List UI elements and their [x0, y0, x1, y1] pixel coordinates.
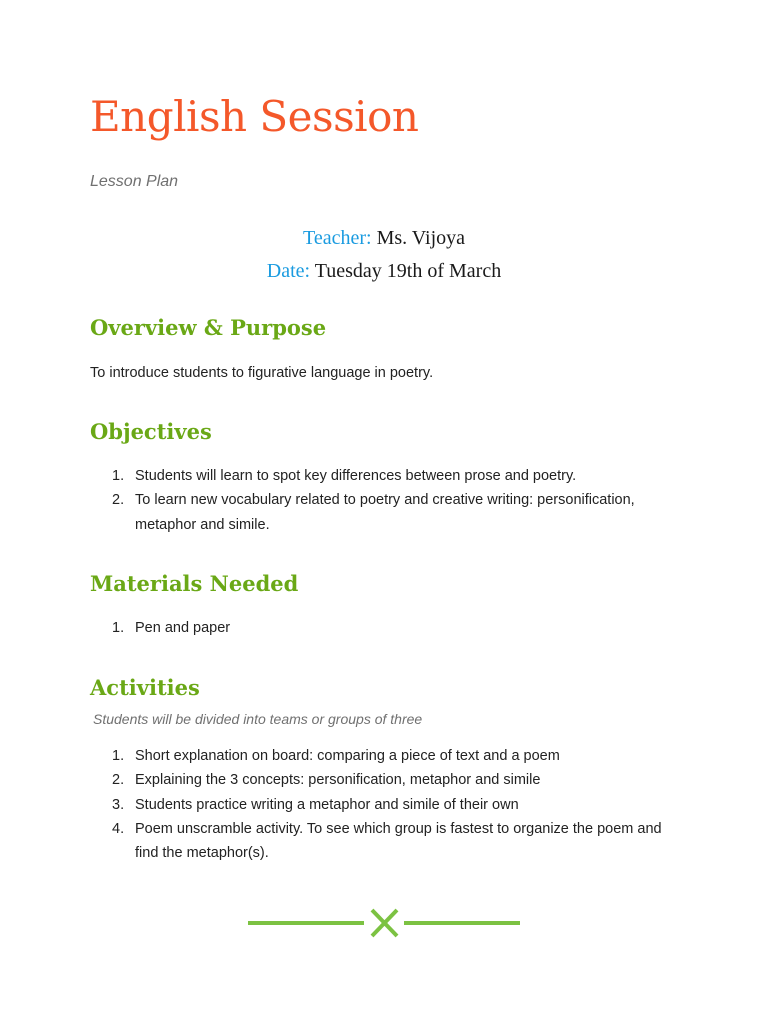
activities-list	[90, 744, 670, 865]
objectives-list	[90, 464, 670, 537]
date-label: Date:	[266, 260, 311, 282]
decorative-divider	[248, 905, 520, 941]
activities-heading: Activities	[90, 675, 200, 700]
list-item: 1. Pen and paper	[112, 620, 231, 636]
date-line	[0, 260, 768, 283]
cross-icon	[372, 910, 397, 936]
document-title: English Session	[90, 92, 419, 141]
objectives-heading: Objectives	[90, 419, 212, 444]
teacher-line: Teacher: Ms. Vijoya	[303, 227, 465, 249]
teacher-value: Ms. Vijoya	[376, 227, 465, 249]
date-value: Tuesday 19th of March	[314, 260, 502, 282]
overview-heading: Overview & Purpose	[90, 315, 327, 340]
materials-heading: Materials Needed	[90, 571, 299, 596]
materials-list	[90, 616, 670, 640]
activities-note: Students will be divided into teams or groups of three	[93, 711, 423, 727]
list-item: 2. To learn new vocabulary related to poetry and creative writing: personification, metaphor and simile.	[112, 492, 635, 533]
list-item: 2. Explaining the 3 concepts: personification, metaphor and simile	[112, 772, 541, 789]
list-item: 1. Short explanation on board: comparing a piece of text and a poem	[112, 748, 560, 764]
overview-text: To introduce students to figurative language in poetry.	[90, 365, 434, 381]
teacher-label: Teacher	[303, 227, 366, 249]
document-subtitle: Lesson Plan	[90, 173, 179, 190]
list-item: 4. Poem unscramble activity. To see which group is fastest to organize the poem and find the metaphor(s).	[112, 820, 662, 862]
list-item: 1. Students will learn to spot key differences between prose and poetry.	[112, 468, 577, 484]
list-item: 3. Students practice writing a metaphor and simile of their own	[112, 796, 519, 813]
